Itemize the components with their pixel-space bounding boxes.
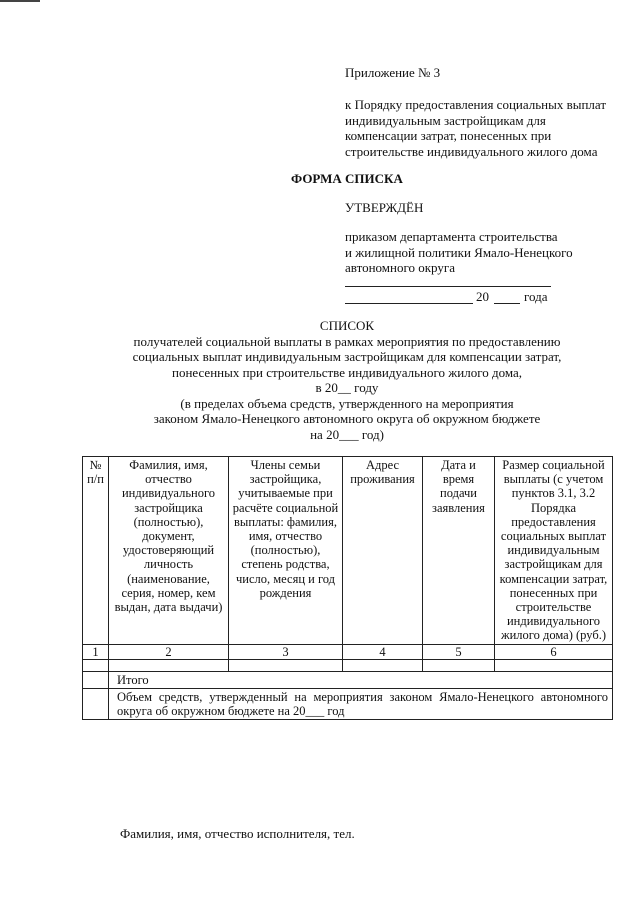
header-date: Дата и время подачи заявления [423,457,495,645]
approval-line: и жилищной политики Ямало-Ненецкого [345,244,573,260]
table-cell [343,659,423,671]
appendix-text [345,97,615,159]
date-line-left [345,302,473,304]
total-row [83,671,613,688]
list-heading-line: (в пределах объема средств, утвержденного на мероприятия [180,395,514,411]
table-cell [495,659,613,671]
list-heading-line: понесенных при строительстве индивидуального жилого дома, [172,364,522,380]
recipients-table [82,456,613,720]
form-title: ФОРМА СПИСКА [291,171,403,186]
table-cell [423,659,495,671]
header-developer: Фамилия, имя, отчество индивидуального застройщика (полностью), документ, удостоверяющий личность (наименование, серия, номер, кем выдан, дата выдачи) [109,457,229,645]
budget-note: Объем средств, утвержденный на мероприятия законом Ямало-Ненецкого автономного округа об окружном бюджете на 20___ год [109,689,613,720]
table-cell [83,659,109,671]
list-heading-line: законом Ямало-Ненецкого автономного округа об окружном бюджете [153,411,541,426]
table-cell [229,659,343,671]
appendix-line: строительстве индивидуального жилого дома [345,143,598,159]
column-number: 2 [109,644,229,659]
list-heading [82,318,612,442]
appendix-title: Приложение № 3 [345,65,441,80]
column-number: 4 [343,644,423,659]
list-heading-line: на 20___ год) [310,426,384,442]
list-heading-line: получателей социальной выплаты в рамках мероприятия по предоставлению [133,333,561,349]
column-numbers-row [83,644,613,659]
table-cell [83,671,109,688]
appendix-line: компенсации затрат, понесенных при [345,128,552,143]
column-number: 3 [229,644,343,659]
column-number: 5 [423,644,495,659]
date-year-suffix: года [524,289,548,304]
column-number: 1 [83,644,109,659]
approval-line: автономного округа [345,260,455,275]
table-cell [83,689,109,720]
table-header-row [83,457,613,645]
signature-line [345,285,551,287]
appendix-line: к Порядку предоставления социальных выплат [345,97,607,112]
date-line-right [494,302,520,304]
header-address: Адрес проживания [343,457,423,645]
header-number: № п/п [83,457,109,645]
executor-line: Фамилия, имя, отчество исполнителя, тел. [120,826,355,841]
list-heading-line: в 20__ году [315,380,379,395]
table-cell [109,659,229,671]
approval-text [345,229,605,276]
approved-label: УТВЕРЖДЁН [345,200,424,215]
corner-mark [0,0,40,2]
header-amount: Размер социальной выплаты (с учетом пунктов 3.1, 3.2 Порядка предоставления социальных выплат индивидуальным застройщикам для компенсации затрат, понесенных при строительстве индивидуального жилого дома) (руб.) [495,457,613,645]
total-label: Итого [109,671,613,688]
list-heading-line: социальных выплат индивидуальным застройщикам для компенсации затрат, [132,349,562,364]
approval-line: приказом департамента строительства [345,229,558,244]
header-family: Члены семьи застройщика, учитываемые при расчёте социальной выплаты: фамилия, имя, отчество (полностью), степень родства, число, месяц и год рождения [229,457,343,645]
budget-row [83,689,613,720]
date-year-prefix: 20 [476,289,489,304]
empty-data-row [83,659,613,671]
column-number: 6 [495,644,613,659]
list-title: СПИСОК [319,318,375,333]
appendix-line: индивидуальным застройщикам для [345,112,546,128]
